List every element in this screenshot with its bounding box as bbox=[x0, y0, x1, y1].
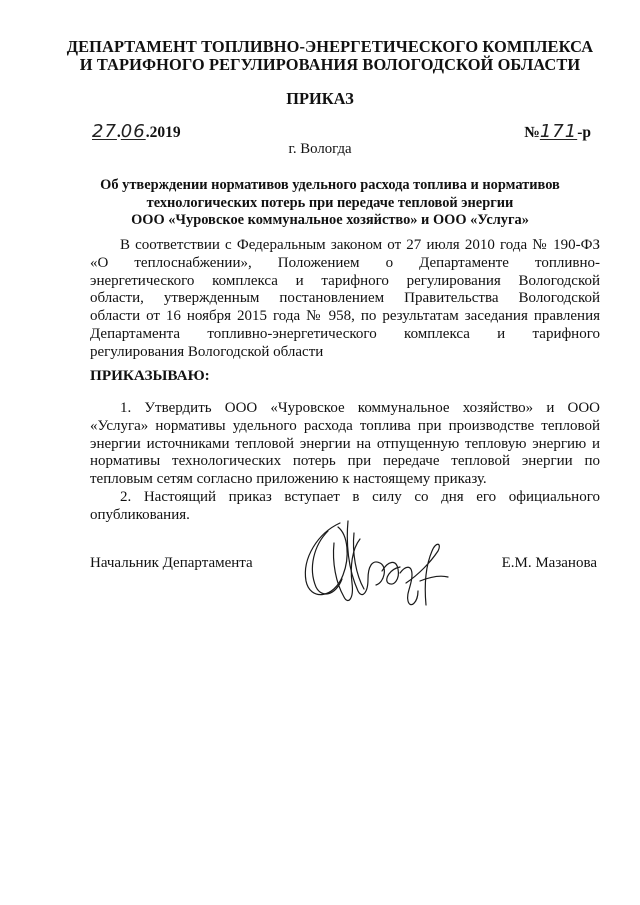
city-line: г. Вологда bbox=[288, 141, 352, 157]
signatory-title: Начальник Департамента bbox=[90, 555, 253, 571]
preamble-line: области, утвержденным постановлением Правительства Вологодской bbox=[90, 290, 600, 307]
document-date bbox=[92, 121, 181, 142]
item-line: 1. Утвердить ООО «Чуровское коммунальное хозяйство» и ООО bbox=[120, 400, 600, 416]
header-line-2: И ТАРИФНОГО РЕГУЛИРОВАНИЯ ВОЛОГОДСКОЙ ОБЛАСТИ bbox=[79, 55, 581, 74]
subject-line: ООО «Чуровское коммунальное хозяйство» и ООО «Услуга» bbox=[131, 212, 529, 228]
preamble-line: регулирования Вологодской области bbox=[90, 343, 324, 360]
handwritten-signature bbox=[288, 513, 458, 613]
item-line: опубликования. bbox=[90, 506, 190, 523]
header-line-1: ДЕПАРТАМЕНТ ТОПЛИВНО-ЭНЕРГЕТИЧЕСКОГО КОМПЛЕКСА bbox=[66, 37, 594, 56]
item-line: тепловым сетям согласно приложению к настоящему приказу. bbox=[90, 471, 487, 488]
preamble-line: Департамента топливно-энергетического комплекса и тарифного bbox=[90, 325, 600, 342]
preamble-line: энергетического комплекса и тарифного регулирования Вологодской bbox=[90, 272, 600, 289]
signatory-name: Е.М. Мазанова bbox=[501, 555, 597, 571]
preamble-line: В соответствии с Федеральным законом от 27 июля 2010 года № 190-ФЗ bbox=[120, 237, 600, 253]
number-suffix: -р bbox=[577, 124, 591, 141]
item-line: нормативы технологических потерь при передаче тепловой энергии по bbox=[90, 453, 600, 470]
date-day-handwritten: 27 bbox=[92, 121, 117, 142]
subject-line: Об утверждении нормативов удельного расхода топлива и нормативов bbox=[100, 177, 560, 193]
document-type-title: ПРИКАЗ bbox=[286, 89, 354, 108]
item-line: энергии источниками тепловой энергии на отпущенную тепловую энергию и bbox=[90, 435, 600, 452]
preamble-line: «О теплоснабжении», Положением о Департаменте топливно- bbox=[90, 254, 600, 271]
date-month-handwritten: 06 bbox=[120, 121, 146, 142]
item-line: «Услуга» нормативы удельного расхода топлива при производстве тепловой bbox=[90, 417, 600, 434]
order-items bbox=[90, 400, 600, 525]
order-item-1 bbox=[90, 400, 600, 489]
date-separator: . bbox=[116, 124, 121, 141]
preamble-paragraph bbox=[90, 237, 600, 362]
item-line: 2. Настоящий приказ вступает в силу со дня его официального bbox=[120, 488, 600, 505]
document-number bbox=[524, 121, 591, 142]
department-header bbox=[60, 38, 600, 74]
number-value-handwritten: 171 bbox=[539, 121, 578, 142]
number-prefix: № bbox=[524, 124, 540, 141]
document-subject bbox=[70, 177, 590, 230]
subject-line: технологических потерь при передаче тепловой энергии bbox=[146, 194, 514, 211]
date-year: .2019 bbox=[145, 124, 181, 141]
preamble-line: области от 16 ноября 2015 года № 958, по результатам заседания правления bbox=[90, 308, 600, 325]
order-word: ПРИКАЗЫВАЮ: bbox=[90, 367, 210, 384]
